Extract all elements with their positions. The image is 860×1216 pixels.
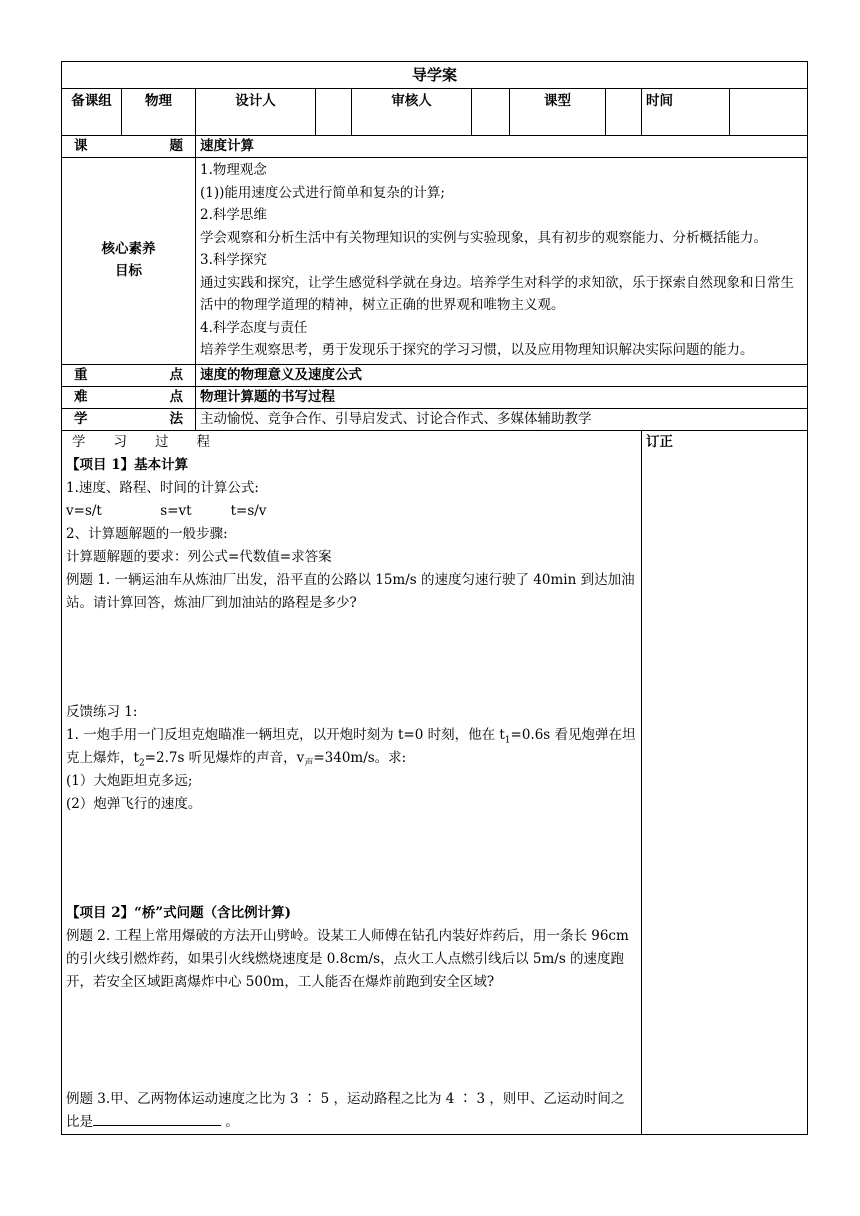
header-subject: 物理 (122, 89, 196, 136)
core-line: 1.物理观念 (200, 162, 267, 178)
header-reviewer-label: 审核人 (352, 89, 472, 136)
core-line: 学会观察和分析生活中有关物理知识的实例与实验现象，具有初步的观察能力、分析概括能力。 (200, 229, 767, 246)
core-line: 通过实践和探究，让学生感觉科学就在身边。培养学生对科学的求知欲，乐于探索自然现象和日常生活中的物理学道理的精神，树立正确的世界观和唯物主义观。 (200, 274, 794, 313)
core-label-line2: 目标 (115, 263, 142, 280)
example3-text: 例题 3.甲、乙两物体运动速度之比为 3 ∶ 5 ，运动路程之比为 4 ∶ 3 ，则甲、乙运动时间之比是 (66, 1090, 625, 1130)
answer-space (66, 994, 637, 1088)
feedback-question1 (66, 724, 637, 770)
core-content (196, 158, 808, 365)
key-point-value: 速度的物理意义及速度公式 (196, 364, 808, 386)
process-content (62, 430, 642, 1134)
answer-space (66, 816, 637, 902)
core-label-line1: 核心素养 (101, 240, 156, 257)
core-line: 2.科学思维 (200, 207, 267, 223)
key-point-row (62, 364, 808, 386)
difficulty-value: 物理计算题的书写过程 (196, 386, 808, 408)
item1-line1: 1.速度、路程、时间的计算公式: (66, 479, 259, 496)
topic-row (62, 136, 808, 158)
example1: 例题 1. 一辆运油车从炼油厂出发，沿平直的公路以 15m/s 的速度匀速行驶了 40min 到达加油站。请计算回答，炼油厂到加油站的路程是多少? (66, 571, 635, 611)
feedback-part2: (2）炮弹飞行的速度。 (66, 795, 202, 812)
worksheet-table (61, 61, 808, 1135)
header-time-label: 时间 (642, 89, 730, 136)
key-point-label: 重 点 (62, 364, 196, 386)
item1-title: 【项目 1】基本计算 (66, 456, 189, 473)
core-label (62, 158, 196, 365)
method-row (62, 408, 808, 430)
header-type-label: 课型 (510, 89, 606, 136)
item2-title: 【项目 2】“桥”式问题（含比例计算) (66, 904, 292, 921)
method-value: 主动愉悦、竞争合作、引导启发式、讨论合作式、多媒体辅助教学 (196, 408, 808, 430)
process-heading: 学习过程 (72, 433, 238, 450)
fb-q1-sub3: 声 (304, 758, 314, 769)
core-line: 培养学生观察思考，勇于发现乐于探究的学习习惯，以及应用物理知识解决实际问题的能力。 (200, 342, 754, 358)
feedback-part1: (1）大炮距坦克多远; (66, 772, 193, 789)
formula-speed: v=s/t (66, 502, 102, 519)
item1-line2: 2、计算题解题的一般步骤: (66, 525, 228, 542)
header-reviewer-value (472, 89, 510, 136)
header-group-label: 备课组 (62, 89, 122, 136)
fb-q1-sub1: 1 (504, 735, 511, 746)
formula-time: t=s/v (230, 502, 267, 519)
header-designer-label: 设计人 (196, 89, 316, 136)
header-time-value (730, 89, 808, 136)
topic-value: 速度计算 (196, 136, 808, 158)
example3 (66, 1088, 637, 1134)
formula-distance: s=vt (160, 502, 192, 519)
difficulty-row (62, 386, 808, 408)
fb-q1-text-a: 1. 一炮手用一门反坦克炮瞄准一辆坦克，以开炮时刻为 t=0 时刻，他在 t (66, 726, 505, 743)
process-row (62, 430, 808, 1134)
fb-q1-text-c: =2.7s 听见爆炸的声音，v (144, 749, 305, 766)
core-line: (1))能用速度公式进行简单和复杂的计算; (200, 184, 445, 201)
worksheet (61, 61, 807, 1135)
core-line: 3.科学探究 (200, 252, 267, 268)
fb-q1-text-d: =340m/s。求: (313, 749, 407, 766)
answer-space (66, 615, 637, 701)
item1-line3: 计算题解题的要求：列公式=代数值=求答案 (66, 548, 332, 565)
fb-q1-text-b: =0.6s 看见炮弹在坦克上爆炸，t (66, 726, 636, 766)
page-title: 导学案 (62, 62, 808, 89)
difficulty-label: 难 点 (62, 386, 196, 408)
header-designer-value (316, 89, 352, 136)
feedback-title: 反馈练习 1: (66, 703, 138, 720)
header-type-value (606, 89, 642, 136)
topic-label: 课 题 (62, 136, 196, 158)
formula-row (66, 500, 637, 523)
core-line: 4.科学态度与责任 (200, 319, 308, 336)
core-row (62, 158, 808, 365)
example2: 例题 2. 工程上常用爆破的方法开山劈岭。设某工人师傅在钻孔内装好炸药后，用一条长 96cm 的引火线引燃炸药，如果引火线燃烧速度是 0.8cm/s，点火工人点燃引线后以 5m/s 的速度跑开，若安全区域距离爆炸中心 500m，工人能否在爆炸前跑到安全区域? (66, 927, 629, 990)
header-row (62, 89, 808, 136)
correction-column: 订正 (642, 430, 808, 1134)
answer-blank[interactable] (93, 1111, 221, 1126)
example3-end: 。 (221, 1113, 239, 1130)
method-label: 学 法 (62, 408, 196, 430)
fb-q1-sub2: 2 (138, 758, 145, 769)
